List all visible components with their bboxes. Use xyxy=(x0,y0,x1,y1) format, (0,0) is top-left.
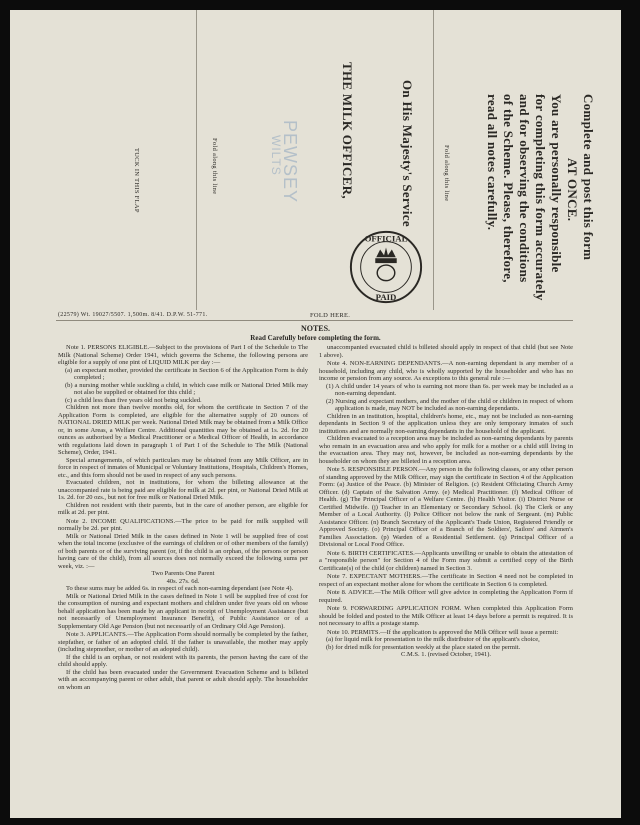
note-paragraph: Note 4. NON-EARNING DEPENDANTS.—A non-earning dependant is any member of a household, including any child, who is wholly supported by the householder and who has no income or pension from any source. As exceptions to this general rule :— xyxy=(319,360,573,382)
note-paragraph: Note 8. ADVICE.—The Milk Officer will give advice in completing the Application Form if required. xyxy=(319,589,573,604)
note-paragraph: If the child is an orphan, or not resident with its parents, the person having the care of the child should apply. xyxy=(58,653,308,668)
note-paragraph: Children evacuated to a reception area may be included as non-earning dependants by parents who remain in an evacuation area and who apply for milk for a mother or a child still living in the evacuation area. They may not, however, be included as non-earning dependants by the householder on whom they are billeted in a reception area. xyxy=(319,435,573,465)
postmark-county: WILTS xyxy=(269,135,283,176)
instruction-line-7: read all notes carefully. xyxy=(485,94,500,231)
tuck-in-flap-label: TUCK IN THIS FLAP xyxy=(133,148,140,213)
postmark-town: PEWSEY xyxy=(280,120,300,204)
note-paragraph: unaccompanied evacuated child is billeted should apply in respect of that child (but see Note 1 above). xyxy=(319,344,573,359)
stamp-text-top: OFFICIAL xyxy=(364,233,408,244)
notes-subtitle: Read Carefully before completing the form. xyxy=(250,334,381,342)
note-paragraph: (a) for liquid milk for presentation to the milk distributor of the applicant's choice, xyxy=(326,636,540,643)
note-paragraph: Children not resident with their parents, but in the care of another person, are eligible for milk at 2d. per pint. xyxy=(58,501,308,516)
note-paragraph: (c) a child less than five years old not being suckled. xyxy=(65,396,202,404)
instruction-line-4: for completing this form accurately xyxy=(533,94,548,301)
note-paragraph: (b) for dried milk for presentation weekly at the place stated on the permit. xyxy=(326,643,521,651)
note-paragraph: Special arrangements, of which particulars may be obtained from any Milk Officer, are in force in respect of inmates of Municipal or Voluntary Institutions, Hospitals, Children's Homes, etc., and this form should not be used in respect of any such persons. xyxy=(58,456,308,479)
notes-right-column xyxy=(319,344,573,659)
note-table-values: 40s. 27s. 6d. xyxy=(166,577,200,585)
note-paragraph: Note 2. INCOME QUALIFICATIONS.—The price to be paid for milk supplied will normally be 2d. per pint. xyxy=(58,517,308,532)
instruction-line-3: You are personally responsible xyxy=(549,94,564,273)
note-table-header: Two Parents One Parent xyxy=(151,570,215,577)
note-paragraph: (a) an expectant mother, provided the certificate in Section 6 of the Application Form is duly completed ; xyxy=(65,366,308,381)
note-paragraph: Note 10. PERMITS.—If the application is approved the Milk Officer will issue a permit: xyxy=(327,628,559,636)
print-code: (22579) Wt. 19027/5507. 1,500m. 8/41. D.P.W. 51-771. xyxy=(58,312,208,318)
note-paragraph: Note 3. APPLICANTS.—The Application Form should normally be completed by the father, stepfather, or father of an adopted child. If the father is unavailable, the mother may apply (including stepmother, or mother of an adopted child). xyxy=(58,631,309,653)
note-paragraph: Note 6. BIRTH CERTIFICATES.—Applicants unwilling or unable to obtain the attestation of a "responsible person" for Section 4 of the Form may submit a certified copy of the Birth Certificate(s) of the child (or children) named in Section 3. xyxy=(319,549,573,572)
official-paid-stamp xyxy=(347,228,425,306)
stamp-text-bottom: PAID xyxy=(375,292,397,303)
note-paragraph: Note 9. FORWARDING APPLICATION FORM. When completed this Application Form should be folded and posted to the Milk Officer at least 14 days before a permit is required. It is not necessary to affix a postage stamp. xyxy=(319,605,573,627)
note-paragraph: (1) A child under 14 years of who is earning not more than 6s. per week may be included as a non-earning dependant. xyxy=(326,382,573,397)
milk-scheme-application-form xyxy=(10,10,621,818)
note-paragraph: Children in an institution, hospital, children's home, etc., may not be included as non-earning dependants in Section 9 of the application unless they are only temporary inmates of such institutions and are normally non-earning dependants in the household of the applicant. xyxy=(319,412,573,435)
ohms-heading: On His Majesty's Service xyxy=(400,80,415,227)
note-paragraph: (2) Nursing and expectant mothers, and the mother of the child or children in respect of whom application is made, may NOT be included as non-earning dependants. xyxy=(326,397,573,412)
note-paragraph: If the child has been evacuated under the Government Evacuation Scheme and is billeted with an accompanying parent or other adult, that parent or adult should apply. The householder on whom an xyxy=(58,668,308,691)
note-paragraph: To these sums may be added 6s. in respect of each non-earning dependant (see Note 4). xyxy=(66,585,294,592)
notes-left-column xyxy=(58,344,308,691)
fold-line-left xyxy=(196,10,197,310)
notes-title: NOTES. xyxy=(300,324,331,333)
note-paragraph: Note 5. RESPONSIBLE PERSON.—Any person in the following classes, or any other person of standing approved by the Milk Officer, may sign the certificate in Section 4 of the Application Form: (a) Justice of the Peace. (b) Minister of Religion. (c) Resident Officiating Church Army Officer. (d) Captain of the Salvation Army. (e) Medical Practitioner. (f) Medical Officer of Health. (g) The Principal Officer of a Welfare Centre. (h) Health Visitor. (i) District Nurse or Certified Midwife. (j) Teacher in an Elementary or Secondary School. (k) The Clerk or any Member of a Local Authority. (l) Police Officer not below the rank of Sergeant. (m) Public Assistance Officer. (n) Branch Secretary of the Applicant's Trade Union, Registered Friendly or Approved Society. (o) Principal Officer of a Branch of the Soldiers', Sailors' and Airmen's Families Association. (p) Warden of a Residential Settlement. (q) Principal Officer of a Divisional or Local Food Office. xyxy=(319,466,573,548)
fold-label-left: Fold along this line xyxy=(211,138,218,195)
addressee: THE MILK OFFICER, xyxy=(340,62,355,199)
note-paragraph: Milk or National Dried Milk in the cases defined in Note 1 will be supplied free of cost when the total income (exclusive of the earnings of children or of other members of the family) of both parents or of the surviving parent (or, if the child is an orphan, of the persons or person having care of the child), from all sources does not normally exceed the following sums per week, viz. :— xyxy=(58,532,308,570)
instruction-line-2: AT ONCE. xyxy=(565,158,580,222)
fold-label-right: Fold along this line xyxy=(443,145,450,202)
note-paragraph: Evacuated children, not in institutions, for whom the billeting allowance at the unaccompanied rate is being paid are eligible for milk at 2d. per pint, or National Dried Milk at 1s. 2d. for 20 ozs., but not for free milk or National Dried Milk. xyxy=(58,479,308,501)
instruction-line-1: Complete and post this form xyxy=(581,94,596,261)
note-paragraph: Milk or National Dried Milk in the cases defined in Note 1 will be supplied free of cost for the consumption of nursing and expectant mothers and children under five years old on whose behalf application has been made by an applicant in receipt of Unemployment Assistance (but not necessarily of Unemployment Insurance Benefit), of Public Assistance or of a Supplementary Old Age Pension (but not necessarily of an Ordinary Old Age Pension). xyxy=(58,592,308,630)
instruction-line-6: of the Scheme. Please, therefore, xyxy=(501,94,516,283)
instruction-line-5: and for observing the conditions xyxy=(517,94,532,283)
fold-here-line xyxy=(56,320,573,321)
fold-here-label: FOLD HERE. xyxy=(310,312,351,319)
note-paragraph: Note 7. EXPECTANT MOTHERS.—The certificate in Section 4 need not be completed in respect of an expectant mother alone for whom the certificate in Section 6 is completed. xyxy=(319,573,573,588)
note-paragraph: (b) a nursing mother while suckling a child, in which case milk or National Dried Milk may not also be supplied or obtained for this child ; xyxy=(65,381,308,396)
form-reference: C.M.S. 1. (revised October, 1941). xyxy=(400,651,491,658)
note-paragraph: Children not more than twelve months old, for whom the certificate in Section 7 of the Application Form is completed, are eligible for the alternative supply of 20 ounces of NATIONAL DRIED MILK per week. National Dried Milk may be obtained from a Milk Office or, in some Areas, a Welfare Centre. Additional quantities may be obtained at 1s. 2d. for 20 ounces as authorised by a Medical Practitioner or a Medical Officer of Health, in accordance with regulations laid down in paragraph 1 of Part I of the Schedule to The Milk (National Scheme), Order, 1941. xyxy=(58,404,308,456)
note-paragraph: Note 1. PERSONS ELIGIBLE.—Subject to the provisions of Part I of the Schedule to The Milk (National Scheme) Order 1941, which governs the Scheme, the following persons are eligible for a supply of one pint of LIQUID MILK per day :— xyxy=(58,344,308,366)
fold-line-right xyxy=(433,10,434,310)
